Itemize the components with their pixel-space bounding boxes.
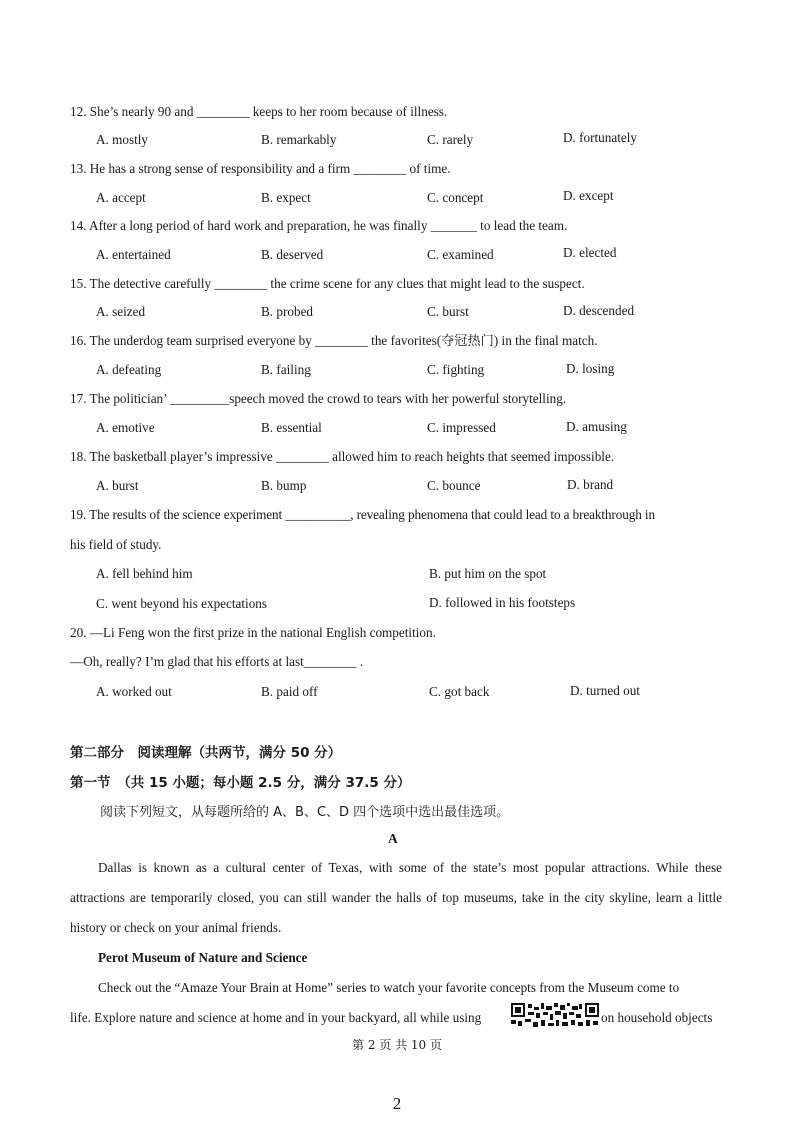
q13-option-b: B. expect xyxy=(261,190,311,205)
reading-instruction: 阅读下列短文，从每题所给的 A、B、C、D 四个选项中选出最佳选项。 xyxy=(100,805,510,820)
q16-option-b: B. failing xyxy=(261,362,311,377)
question-20-stem-continued: —Oh, really? I’m glad that his efforts at last________ . xyxy=(70,654,364,669)
q19-option-b: B. put him on the spot xyxy=(429,566,547,581)
q14-option-b: B. deserved xyxy=(261,247,324,262)
q15-option-b: B. probed xyxy=(261,304,314,319)
question-16-stem: 16. The underdog team surprised everyone by ________ the favorites(夺冠热门) in the final match. xyxy=(70,333,598,348)
question-14-stem: 14. After a long period of hard work and preparation, he was finally _______ to lead the team. xyxy=(70,218,568,233)
q20-option-d: D. turned out xyxy=(570,683,640,698)
q18-option-b: B. bump xyxy=(261,478,307,493)
passage-paragraph-2-line-1: Check out the “Amaze Your Brain at Home” series to watch your favorite concepts from the Museum come to xyxy=(98,980,680,995)
page-number: 2 xyxy=(392,1094,402,1113)
question-17-stem: 17. The politician’ _________speech moved the crowd to tears with her powerful storytelling. xyxy=(70,391,567,406)
q12-option-b: B. remarkably xyxy=(261,132,337,147)
question-20-stem: 20. —Li Feng won the first prize in the national English competition. xyxy=(70,625,436,640)
q19-option-d: D. followed in his footsteps xyxy=(429,595,576,610)
q15-option-a: A. seized xyxy=(96,304,146,319)
question-12-stem: 12. She’s nearly 90 and ________ keeps to her room because of illness. xyxy=(70,104,448,119)
question-13-stem: 13. He has a strong sense of responsibility and a firm ________ of time. xyxy=(70,161,451,176)
q14-option-d: D. elected xyxy=(563,245,617,260)
q17-option-a: A. emotive xyxy=(96,420,155,435)
page-footer: 第 2 页 共 10 页 xyxy=(352,1038,442,1052)
q20-option-c: C. got back xyxy=(429,684,490,699)
q17-option-b: B. essential xyxy=(261,420,322,435)
question-18-stem: 18. The basketball player’s impressive ________ allowed him to reach heights that seemed impossible. xyxy=(70,449,615,464)
q20-option-a: A. worked out xyxy=(96,684,172,699)
q16-option-a: A. defeating xyxy=(96,362,162,377)
qr-code-icon xyxy=(510,1002,600,1028)
q13-option-d: D. except xyxy=(563,188,614,203)
q17-option-c: C. impressed xyxy=(427,420,496,435)
q18-option-d: D. brand xyxy=(567,477,614,492)
q12-option-c: C. rarely xyxy=(427,132,474,147)
q13-option-c: C. concept xyxy=(427,190,484,205)
q19-option-a: A. fell behind him xyxy=(96,566,193,581)
section1-title: 第一节 （共 15 小题；每小题 2.5 分，满分 37.5 分） xyxy=(70,775,411,791)
passage-subhead: Perot Museum of Nature and Science xyxy=(98,950,308,965)
q12-option-d: D. fortunately xyxy=(563,130,637,145)
q13-option-a: A. accept xyxy=(96,190,146,205)
q18-option-a: A. burst xyxy=(96,478,139,493)
q14-option-c: C. examined xyxy=(427,247,494,262)
question-15-stem: 15. The detective carefully ________ the crime scene for any clues that might lead to the suspect. xyxy=(70,276,585,291)
q18-option-c: C. bounce xyxy=(427,478,481,493)
q15-option-d: D. descended xyxy=(563,303,635,318)
q16-option-c: C. fighting xyxy=(427,362,485,377)
q14-option-a: A. entertained xyxy=(96,247,171,262)
passage-paragraph-1: Dallas is known as a cultural center of Texas, with some of the state’s most popular attractions. While these attractions are temporarily closed, you can still wander the halls of top museums, take in the city skyline, learn a little history or check on your animal friends. xyxy=(70,860,722,935)
part2-title: 第二部分 阅读理解（共两节，满分 50 分） xyxy=(70,745,342,761)
passage-letter: A xyxy=(388,831,398,846)
question-19-stem: 19. The results of the science experiment __________, revealing phenomena that could lead to a breakthrough in xyxy=(70,507,655,522)
passage-paragraph-2-line-2: life. Explore nature and science at home and in your backyard, all while using xyxy=(70,1010,482,1025)
passage-paragraph-2-line-2-end: on household objects xyxy=(601,1010,713,1025)
q16-option-d: D. losing xyxy=(566,361,615,376)
question-19-stem-continued: his field of study. xyxy=(70,537,162,552)
q12-option-a: A. mostly xyxy=(96,132,149,147)
q20-option-b: B. paid off xyxy=(261,684,318,699)
q17-option-d: D. amusing xyxy=(566,419,627,434)
q19-option-c: C. went beyond his expectations xyxy=(96,596,268,611)
q15-option-c: C. burst xyxy=(427,304,469,319)
